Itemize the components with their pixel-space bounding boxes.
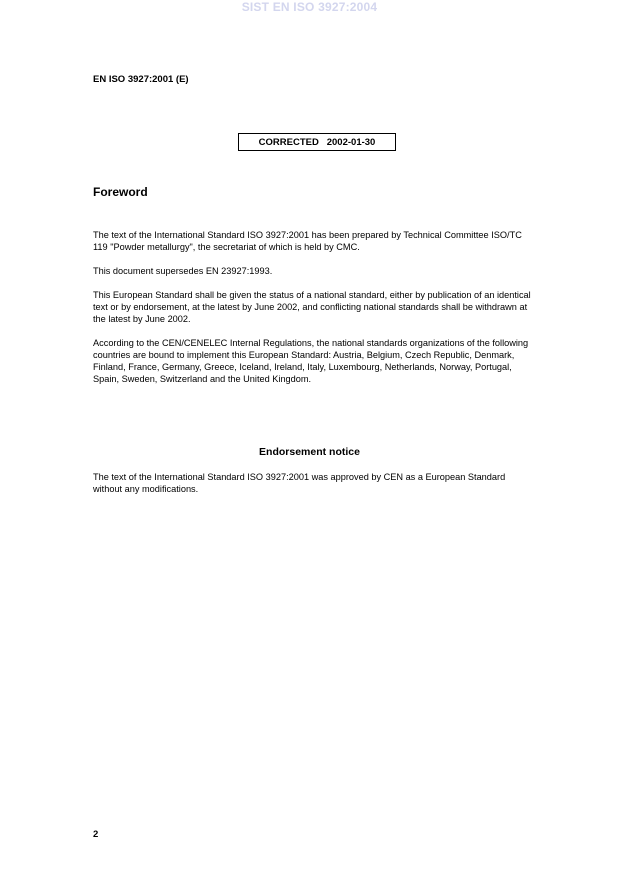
foreword-paragraph: This European Standard shall be given the status of a national standard, either by publication of an identical text or by endorsement, at the latest by June 2002, and conflicting national standards shall be withdrawn at the latest by June 2002.: [93, 290, 531, 324]
page-number: 2: [93, 829, 99, 840]
foreword-paragraph: According to the CEN/CENELEC Internal Regulations, the national standards organizations of the following countries are bound to implement this European Standard: Austria, Belgium, Czech Republic, Denmark, Finland, France, Germany, Greece, Iceland, Ireland, Italy, Luxembourg, Netherlands, Norway, Portugal, Spain, Sweden, Switzerland and the United Kingdom.: [93, 338, 529, 384]
endorsement-heading: Endorsement notice: [259, 446, 360, 458]
endorsement-paragraph: The text of the International Standard ISO 3927:2001 was approved by CEN as a European Standard without any modifications.: [93, 472, 506, 494]
foreword-heading: Foreword: [93, 185, 148, 199]
watermark: SIST EN ISO 3927:2004: [241, 0, 378, 14]
foreword-paragraph: The text of the International Standard ISO 3927:2001 has been prepared by Technical Committee ISO/TC 119 "Powder metallurgy", the secretariat of which is held by CMC.: [93, 230, 522, 252]
corrected-stamp: CORRECTED 2002-01-30: [238, 133, 396, 151]
foreword-paragraph: This document supersedes EN 23927:1993.: [93, 266, 273, 276]
document-identifier: EN ISO 3927:2001 (E): [93, 74, 189, 85]
